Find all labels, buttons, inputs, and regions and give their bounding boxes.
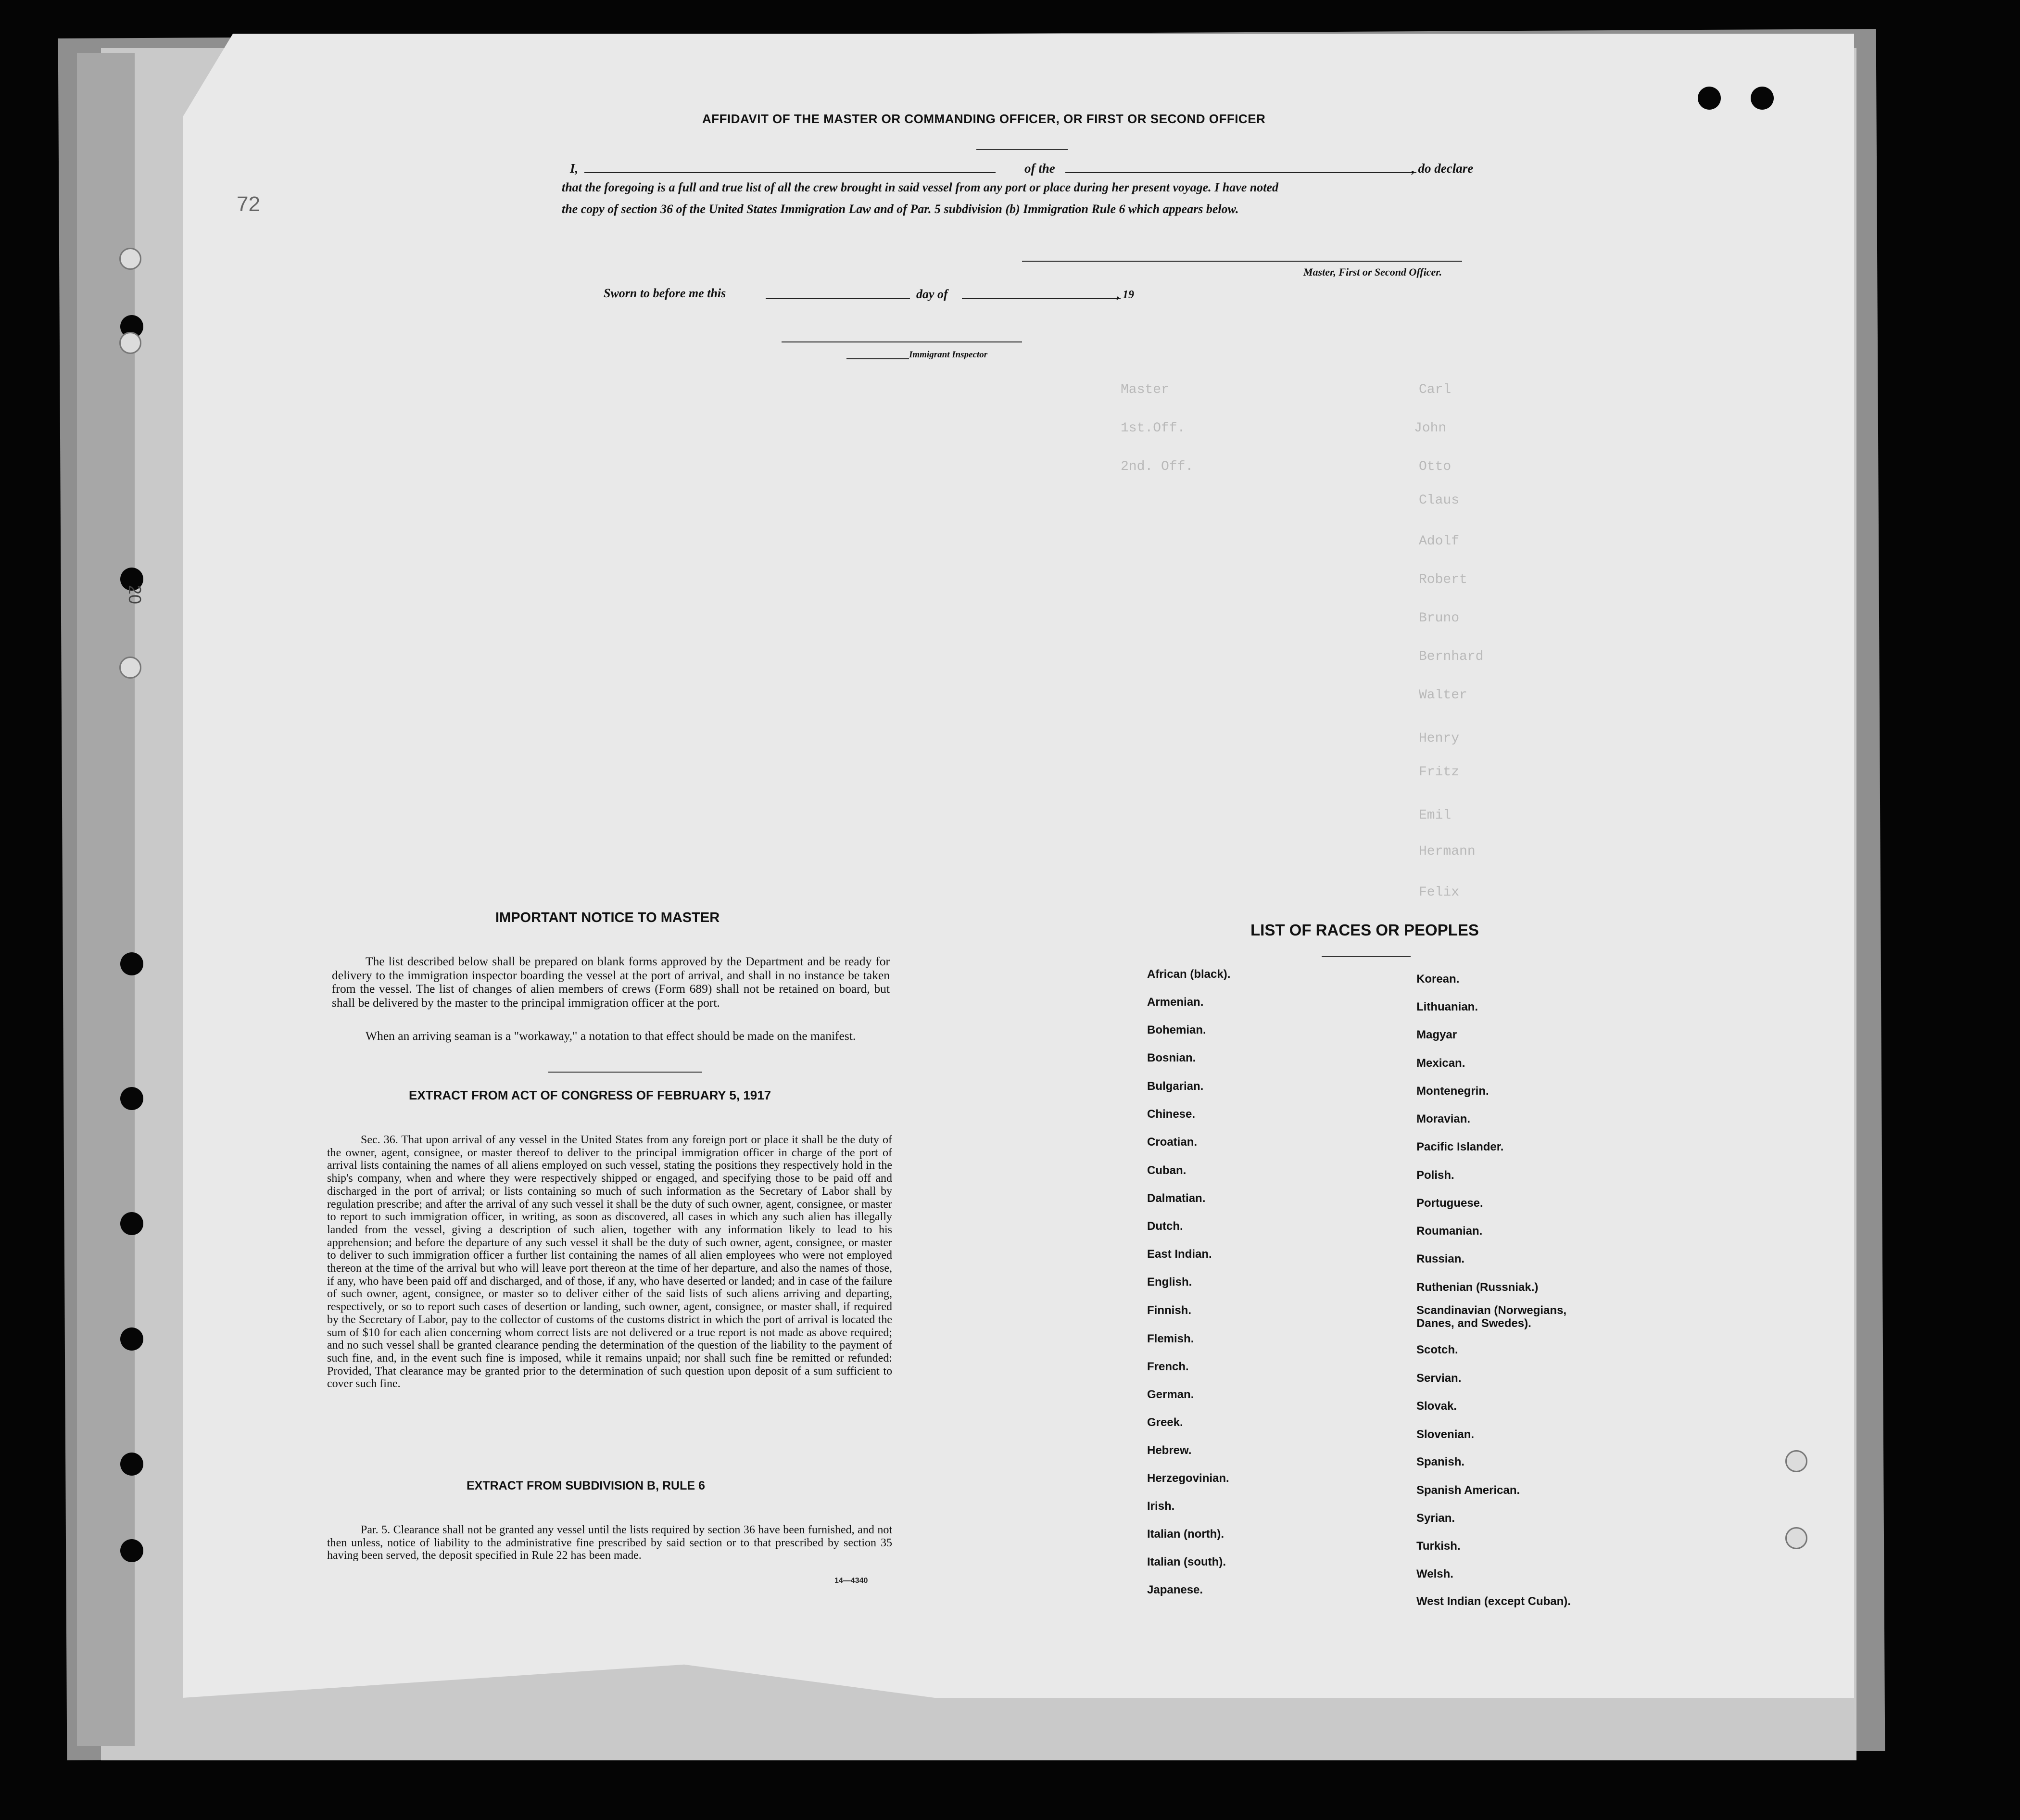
section-36-text: Sec. 36. That upon arrival of any vessel in the United States from any foreign port or place it shall be the duty of the owner, agent, consignee, or master thereof to deliver to the principal immigration officer in charge of the port of arrival lists containing the names of all aliens employed on such vessel, stating the positions they respectively hold in the ship's company, when and where they were respectively shipped or engaged, and specifying those to be paid off and discharged in the port of arrival; or lists containing so much of such information as the Secretary of Labor shall by regulation prescribe; and after the arrival of any such vessel it shall be the duty of such owner, agent, consignee, or master to report to such immigration officer, in writing, as soon as discovered, all cases in which any such alien has illegally landed from the vessel, giving a description of such alien, together with any information likely to lead to his apprehension; and before the departure of any such vessel it shall be the duty of such owner, agent, consignee, or master to deliver to such immigration officer a further list containing the names of all alien employees who were not employed thereon at the time of the arrival but who will leave port thereon at the time of her departure, and also the names of those, if any, who have been paid off and discharged, and of those, if any, who have deserted or landed; and in case of the failure of such owner, agent, consignee, or master so to deliver either of the said lists of such aliens arriving and departing, respectively, or so to report such cases of desertion or landing, such owner, agent, consignee, or master shall, if required by the Secretary of Labor, pay to the collector of customs of the customs district in which the port of arrival is located the sum of $10 for each alien concerning whom correct lists are not delivered or a true report is not made as above required; and no such vessel shall be granted clearance pending the determination of the question of the liability to the payment of such fine, and, in the event such fine is imposed, while it remains unpaid; nor shall such fine be remitted or refunded: Provided, That clearance may be granted prior to the determination of such question upon deposit of a sum sufficient to cover such fine.: [327, 1134, 892, 1390]
race-item: Spanish.: [1416, 1455, 1465, 1468]
sworn-day-label: day of: [916, 287, 948, 301]
race-item: Syrian.: [1416, 1512, 1455, 1525]
race-item: French.: [1147, 1360, 1189, 1373]
inspector-signature-line[interactable]: [782, 341, 1022, 342]
binder-hole: [120, 952, 143, 975]
declarant-name-line[interactable]: [584, 172, 996, 173]
inspector-label: Immigrant Inspector: [909, 350, 988, 360]
race-item: Polish.: [1416, 1169, 1454, 1182]
race-item: Montenegrin.: [1416, 1085, 1489, 1098]
race-item: Bulgarian.: [1147, 1080, 1204, 1093]
race-item: Russian.: [1416, 1252, 1465, 1265]
binder-hole: [120, 1453, 143, 1476]
binder-hole: [120, 1212, 143, 1235]
race-item: Greek.: [1147, 1416, 1183, 1429]
punch-hole: [1785, 1527, 1807, 1549]
binder-hole: [119, 657, 141, 679]
race-item: Japanese.: [1147, 1583, 1203, 1596]
race-item: Scotch.: [1416, 1343, 1458, 1356]
races-heading: LIST OF RACES OR PEOPLES: [1250, 921, 1479, 939]
binder-hole: [120, 1327, 143, 1351]
race-item: Croatian.: [1147, 1136, 1198, 1149]
binder-hole: [120, 1539, 143, 1562]
race-item: Mexican.: [1416, 1057, 1465, 1070]
race-item: Lithuanian.: [1416, 1000, 1478, 1013]
race-item: Cuban.: [1147, 1164, 1187, 1177]
race-item: Ruthenian (Russniak.): [1416, 1281, 1539, 1294]
punch-hole: [1751, 87, 1774, 110]
affidavit-line-3: the copy of section 36 of the United States Immigration Law and of Par. 5 subdivision (b) Immigration Rule 6 which appears below.: [562, 202, 1239, 216]
race-item: Herzegovinian.: [1147, 1472, 1229, 1485]
margin-mark: 20: [125, 584, 145, 605]
race-item: English.: [1147, 1276, 1192, 1289]
affidavit-of-label: of the: [1024, 161, 1055, 176]
manifest-page: [183, 34, 1854, 1698]
race-item: Slovenian.: [1416, 1428, 1475, 1441]
race-item: Finnish.: [1147, 1304, 1191, 1317]
race-item: Roumanian.: [1416, 1225, 1483, 1238]
sworn-year-label: , 19: [1117, 289, 1134, 301]
divider: [976, 149, 1068, 150]
race-item: Bosnian.: [1147, 1051, 1196, 1064]
race-item: Flemish.: [1147, 1332, 1194, 1345]
affidavit-line-2: that the foregoing is a full and true list of all the crew brought in said vessel from any port or place during her present voyage. I have noted: [562, 180, 1279, 194]
extract-act-heading: EXTRACT FROM ACT OF CONGRESS OF FEBRUARY 5, 1917: [409, 1088, 771, 1102]
affidavit-declare-label: , do declare: [1412, 161, 1474, 176]
race-item: German.: [1147, 1388, 1194, 1401]
affidavit-declarant-prefix: I,: [570, 161, 579, 176]
signature-label: Master, First or Second Officer.: [1303, 266, 1442, 278]
extract-rule-heading: EXTRACT FROM SUBDIVISION B, RULE 6: [467, 1479, 705, 1492]
race-item: Slovak.: [1416, 1400, 1457, 1413]
race-item: African (black).: [1147, 968, 1231, 981]
race-item: Magyar: [1416, 1028, 1457, 1041]
vessel-name-line[interactable]: [1065, 172, 1416, 173]
paragraph-5-text: Par. 5. Clearance shall not be granted any vessel until the lists required by section 36 have been furnished, and not then unless, notice of liability to the administrative fine prescribed by said section or to that prescribed by section 35 having been served, the deposit specified in Rule 22 has been made.: [327, 1524, 892, 1562]
punch-hole: [1698, 87, 1721, 110]
race-item: Armenian.: [1147, 996, 1204, 1009]
race-item: Italian (north).: [1147, 1528, 1224, 1541]
form-number: 14—4340: [834, 1577, 868, 1585]
binding-strip: [77, 53, 135, 1746]
race-item: Turkish.: [1416, 1540, 1461, 1553]
race-item: Bohemian.: [1147, 1024, 1206, 1036]
sworn-day-line[interactable]: [766, 298, 910, 299]
race-item: Scandinavian (Norwegians, Danes, and Swedes).: [1416, 1304, 1567, 1330]
race-item: Servian.: [1416, 1372, 1462, 1385]
race-item: Chinese.: [1147, 1108, 1196, 1121]
punch-hole: [1785, 1450, 1807, 1472]
race-item: Moravian.: [1416, 1112, 1471, 1125]
affidavit-heading: AFFIDAVIT OF THE MASTER OR COMMANDING OFFICER, OR FIRST OR SECOND OFFICER: [702, 112, 1266, 126]
race-item: Dutch.: [1147, 1220, 1183, 1233]
race-item: West Indian (except Cuban).: [1416, 1595, 1571, 1608]
race-item: Italian (south).: [1147, 1555, 1226, 1568]
binder-hole: [119, 248, 141, 270]
race-item: Portuguese.: [1416, 1197, 1483, 1210]
signature-line[interactable]: [1022, 261, 1462, 262]
divider: [1322, 956, 1411, 957]
divider: [548, 1072, 702, 1073]
race-item: Dalmatian.: [1147, 1192, 1206, 1205]
notice-paragraph-2: When an arriving seaman is a "workaway," a notation to that effect should be made on the manifest.: [366, 1029, 856, 1043]
race-item: Welsh.: [1416, 1567, 1453, 1580]
race-item: East Indian.: [1147, 1248, 1212, 1261]
sworn-month-line[interactable]: [962, 298, 1121, 299]
binder-hole: [120, 1087, 143, 1110]
race-item: Korean.: [1416, 973, 1460, 986]
sworn-prefix: Sworn to before me this: [604, 286, 726, 300]
race-item: Pacific Islander.: [1416, 1140, 1504, 1153]
notice-paragraph-1: The list described below shall be prepared on blank forms approved by the Department and be ready for delivery to the immigration inspector boarding the vessel at the port of arrival, and shall in no instance be taken from the vessel. The list of changes of alien members of crews (Form 689) shall not be retained on board, but shall be delivered by the master to the principal immigration officer at the port.: [332, 954, 890, 1010]
binder-hole: [119, 332, 141, 354]
inspector-short-line: [846, 358, 909, 359]
notice-heading: IMPORTANT NOTICE TO MASTER: [495, 910, 720, 925]
race-item: Hebrew.: [1147, 1444, 1192, 1457]
margin-mark: 72: [237, 192, 260, 216]
race-item: Irish.: [1147, 1500, 1175, 1513]
race-item: Spanish American.: [1416, 1484, 1520, 1497]
